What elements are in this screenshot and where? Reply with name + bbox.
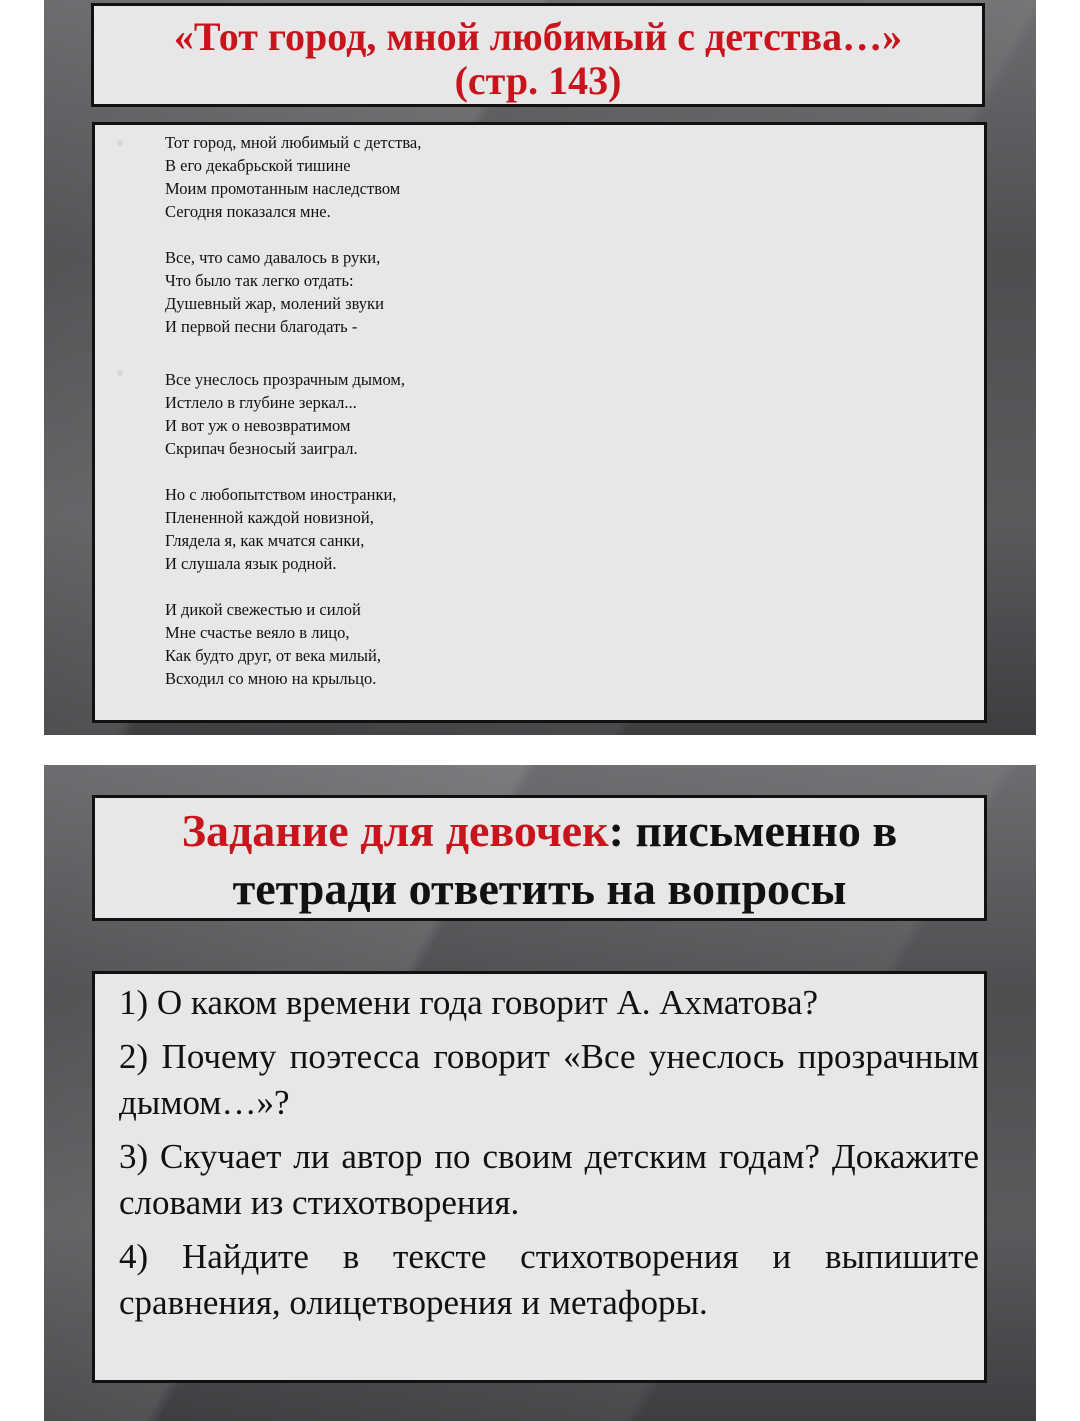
poem-line: Что было так легко отдать: — [165, 271, 354, 290]
questions-box — [92, 971, 987, 1383]
poem-line: И дикой свежестью и силой — [165, 600, 361, 619]
poem-stanza-2 — [165, 246, 421, 338]
poem-page-ref: (стр. 143) — [454, 58, 622, 103]
slide-poem — [44, 0, 1036, 735]
question-item: 3) Скучает ли автор по своим детским годам? Докажите словами из стихотворения. — [119, 1137, 979, 1222]
poem-line: Мне счастье веяло в лицо, — [165, 623, 350, 642]
poem-line: Все, что само давалось в руки, — [165, 248, 381, 267]
task-title-box — [92, 795, 987, 921]
task-title-rest: : письменно в — [608, 805, 898, 856]
poem-line: В его декабрьской тишине — [165, 156, 351, 175]
question-item: 1) О каком времени года говорит А. Ахматова? — [119, 983, 819, 1022]
poem-line: Глядела я, как мчатся санки, — [165, 531, 365, 550]
poem-line: Истлело в глубине зеркал... — [165, 393, 357, 412]
poem-stanza-4 — [165, 483, 421, 575]
poem-text-box — [92, 122, 987, 723]
slide-task — [44, 765, 1036, 1421]
questions-list — [119, 980, 979, 1334]
task-title-highlight: Задание для девочек — [181, 805, 609, 856]
poem-line: Но с любопытством иностранки, — [165, 485, 397, 504]
poem-title-box — [91, 3, 985, 107]
poem-stanza-5 — [165, 598, 421, 690]
poem-line: Всходил со мною на крыльцо. — [165, 669, 377, 688]
poem-text — [165, 131, 421, 690]
poem-line: Душевный жар, молений звуки — [165, 294, 384, 313]
poem-line: Моим промотанным наследством — [165, 179, 401, 198]
poem-line: Скрипач безносый заиграл. — [165, 439, 358, 458]
poem-title: «Тот город, мной любимый с детства…» — [173, 14, 903, 59]
bullet-dot-icon — [117, 140, 123, 146]
question-item: 4) Найдите в тексте стихотворения и выпишите сравнения, олицетворения и метафоры. — [119, 1237, 979, 1322]
poem-line: И первой песни благодать - — [165, 317, 358, 336]
poem-line: Сегодня показался мне. — [165, 202, 331, 221]
poem-line: Как будто друг, от века милый, — [165, 646, 381, 665]
poem-line: И вот уж о невозвратимом — [165, 416, 351, 435]
poem-line: Все унеслось прозрачным дымом, — [165, 370, 405, 389]
task-title-line-1 — [95, 802, 984, 860]
poem-line: Тот город, мной любимый с детства, — [165, 133, 422, 152]
poem-line: Плененной каждой новизной, — [165, 508, 374, 527]
question-item: 2) Почему поэтесса говорит «Все унеслось прозрачным дымом…»? — [119, 1037, 979, 1122]
task-title-line-2: тетради ответить на вопросы — [232, 863, 847, 914]
poem-stanza-3 — [165, 368, 421, 460]
poem-stanza-1 — [165, 131, 421, 223]
poem-line: И слушала язык родной. — [165, 554, 337, 573]
bullet-dot-icon — [117, 370, 123, 376]
